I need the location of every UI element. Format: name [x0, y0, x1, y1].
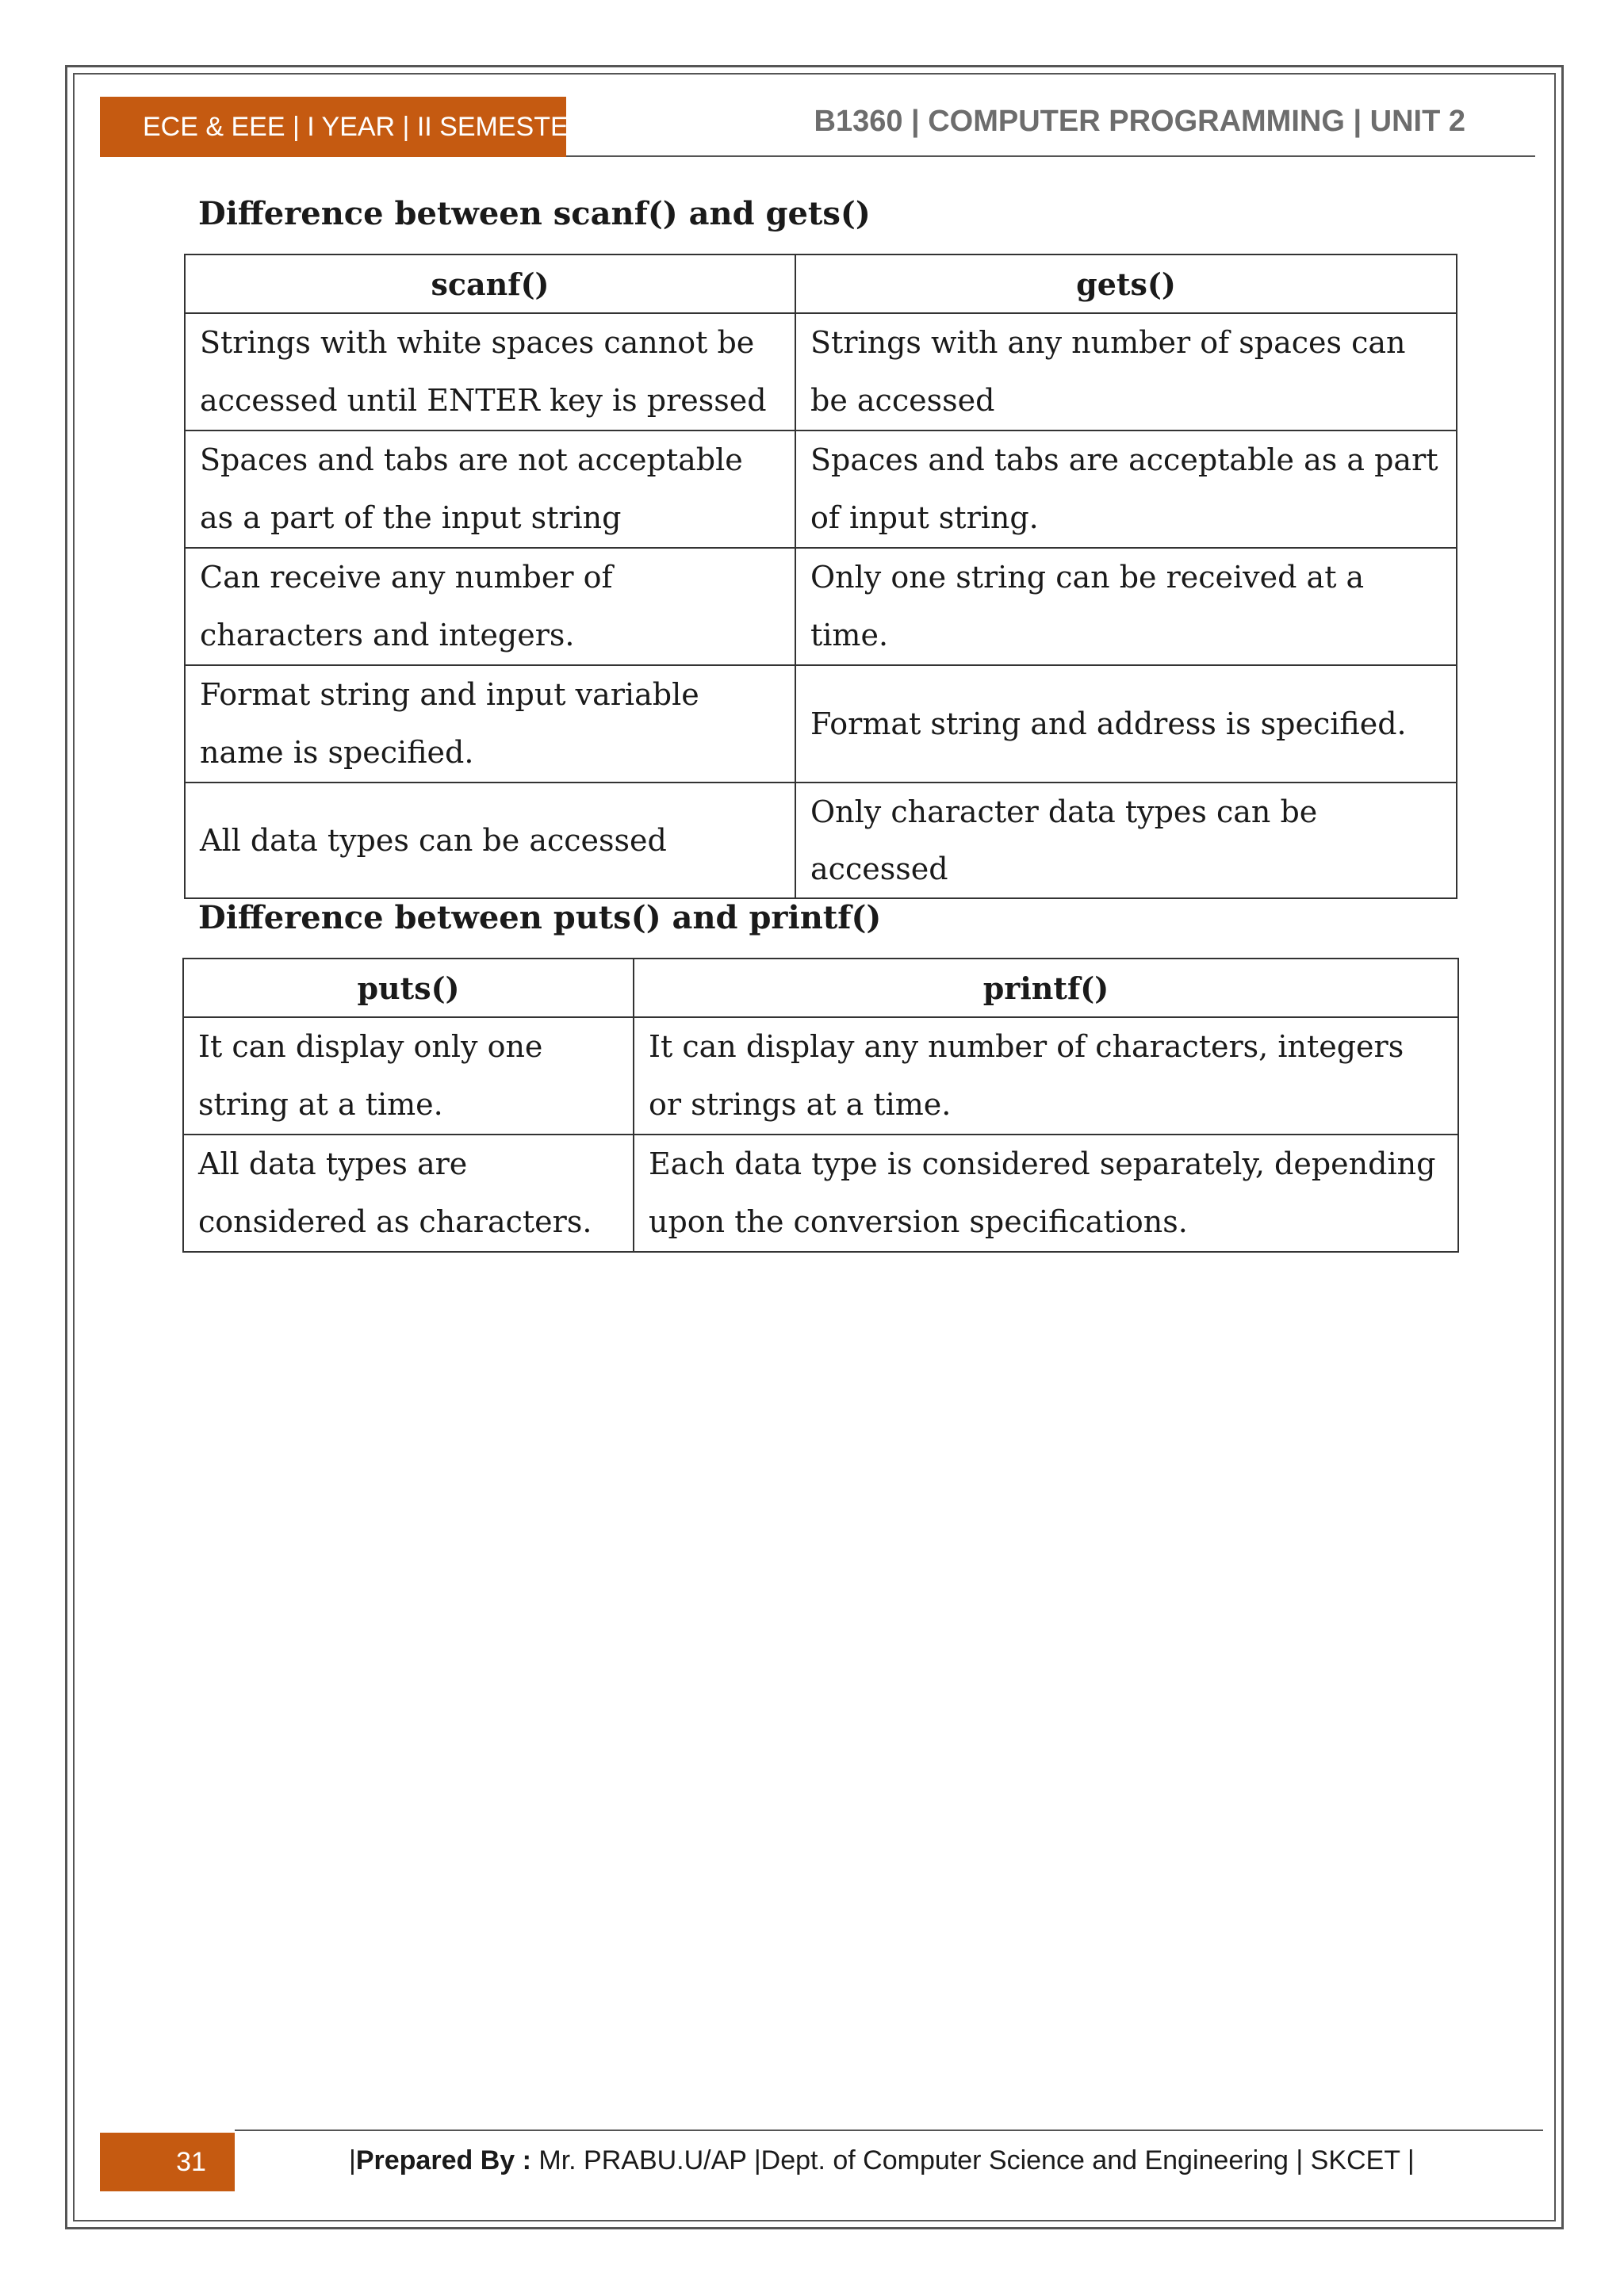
table-row — [185, 548, 1457, 665]
section-heading-puts-printf: Difference between puts() and printf() — [198, 899, 882, 936]
header-rule — [566, 155, 1535, 157]
column-header: gets() — [795, 254, 1457, 313]
table-cell: Only character data types can be accessed — [795, 783, 1457, 898]
header-course-badge: ECE & EEE | I YEAR | II SEMESTER — [100, 97, 566, 157]
column-header: scanf() — [185, 254, 795, 313]
table-cell: All data types can be accessed — [185, 783, 795, 898]
table-row — [183, 1017, 1458, 1135]
table-cell: Strings with white spaces cannot be accessed until ENTER key is pressed — [185, 313, 795, 430]
footer-rule — [235, 2130, 1543, 2131]
table-cell: Spaces and tabs are acceptable as a part of input string. — [795, 430, 1457, 548]
column-header: puts() — [183, 959, 634, 1017]
page-number: 31 — [100, 2133, 235, 2191]
table-cell: Format string and input variable name is specified. — [185, 665, 795, 783]
table-cell: It can display any number of characters, integers or strings at a time. — [634, 1017, 1458, 1135]
table-cell: Each data type is considered separately, depending upon the conversion specifications. — [634, 1135, 1458, 1252]
table-row — [185, 313, 1457, 430]
table-row — [185, 783, 1457, 898]
section-heading-scanf-gets: Difference between scanf() and gets() — [198, 195, 871, 232]
table-cell: Strings with any number of spaces can be accessed — [795, 313, 1457, 430]
table-row — [183, 1135, 1458, 1252]
table-cell: All data types are considered as characters. — [183, 1135, 634, 1252]
footer-prepared-details: Mr. PRABU.U/AP |Dept. of Computer Science and Engineering | SKCET | — [530, 2145, 1415, 2175]
table-cell: Can receive any number of characters and integers. — [185, 548, 795, 665]
header-subject-title: B1360 | COMPUTER PROGRAMMING | UNIT 2 — [814, 105, 1465, 138]
table-cell: Only one string can be received at a time. — [795, 548, 1457, 665]
footer-prepared-label: Prepared By : — [355, 2145, 531, 2175]
table-cell: Format string and address is specified. — [795, 665, 1457, 783]
table-cell: It can display only one string at a time. — [183, 1017, 634, 1135]
table-header-row — [185, 254, 1457, 313]
footer-credit — [349, 2145, 1415, 2176]
column-header: printf() — [634, 959, 1458, 1017]
footer-lead-bar: | — [349, 2145, 356, 2175]
scanf-gets-table — [184, 254, 1457, 899]
table-row — [185, 430, 1457, 548]
table-header-row — [183, 959, 1458, 1017]
table-row — [185, 665, 1457, 783]
table-cell: Spaces and tabs are not acceptable as a part of the input string — [185, 430, 795, 548]
puts-printf-table — [182, 958, 1459, 1253]
